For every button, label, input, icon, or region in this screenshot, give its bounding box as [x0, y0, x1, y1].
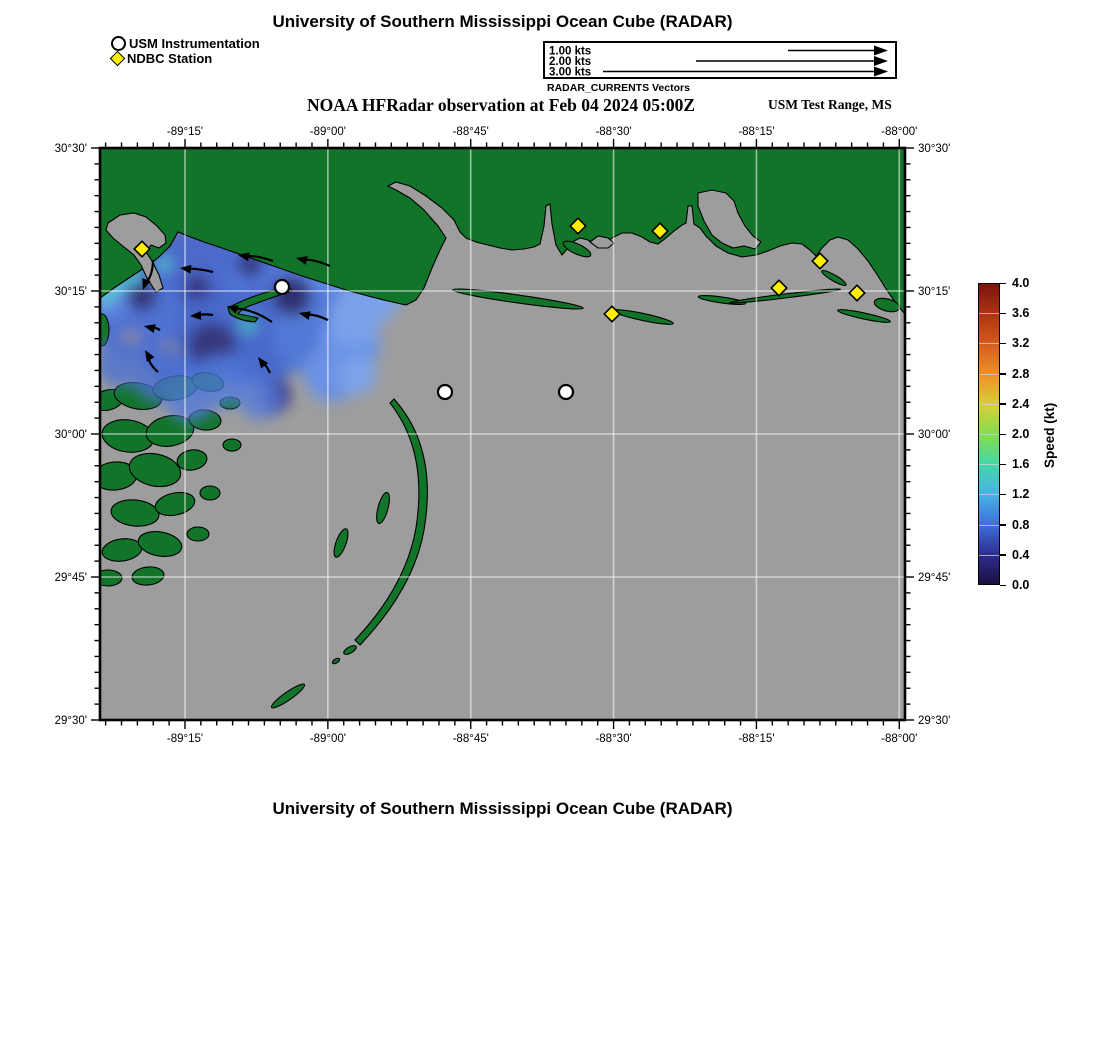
- colorbar-tick: [1000, 373, 1006, 375]
- lat-label-left: 30°00': [54, 429, 87, 441]
- legend-item-usm: [111, 36, 260, 51]
- speed-blob: [238, 376, 282, 420]
- lon-label-top: -88°30': [595, 126, 632, 138]
- colorbar-tick-label: 0.8: [1012, 517, 1030, 532]
- speed-blob: [165, 373, 215, 423]
- figure-title-bottom: University of Southern Mississippi Ocean Cube (RADAR): [272, 799, 733, 818]
- colorbar-tick: [1000, 403, 1006, 405]
- colorbar-tick-label: 2.0: [1012, 427, 1030, 441]
- lat-label-left: 29°30': [54, 715, 87, 727]
- lat-label-right: 30°15': [918, 286, 951, 298]
- marsh-island: [200, 486, 220, 500]
- colorbar-tick: [1000, 343, 1006, 345]
- station-legend: [111, 36, 260, 66]
- marsh-island: [223, 439, 241, 451]
- colorbar-tick: [1000, 554, 1006, 556]
- marsh-island: [94, 570, 122, 586]
- colorbar-tick: [1000, 585, 1006, 587]
- colorbar-tick: [1000, 494, 1006, 496]
- colorbar-tick-label: 1.2: [1012, 487, 1030, 502]
- colorbar-level-line: [979, 464, 999, 465]
- colorbar-level-line: [979, 525, 999, 526]
- vector-key-arrow-head: [874, 56, 888, 66]
- lat-label-left: 30°30': [54, 143, 87, 155]
- lon-label-bottom: -88°15': [738, 733, 775, 745]
- lon-label-top: -89°00': [309, 126, 346, 138]
- marsh-island: [95, 314, 109, 346]
- speed-blob: [329, 292, 381, 344]
- lat-label-right: 29°45': [918, 572, 951, 584]
- lat-label-left: 29°45': [54, 572, 87, 584]
- colorbar-tick-label: 1.6: [1012, 457, 1030, 472]
- lat-label-right: 30°00': [918, 429, 951, 441]
- colorbar-level-line: [979, 313, 999, 314]
- usm-circle-icon: [111, 36, 126, 51]
- colorbar-level-line: [979, 494, 999, 495]
- vector-scale-key: [543, 41, 897, 79]
- vector-key-arrow-head: [874, 67, 888, 77]
- colorbar-level-line: [979, 434, 999, 435]
- legend-ndbc-label: NDBC Station: [127, 51, 213, 66]
- colorbar-tick: [1000, 434, 1006, 436]
- colorbar-axis-label: Speed (kt): [1042, 402, 1057, 468]
- map-area: [55, 126, 951, 745]
- colorbar-level-line: [979, 555, 999, 556]
- colorbar-tick-label: 0.0: [1012, 578, 1030, 592]
- lat-label-left: 30°15': [54, 286, 87, 298]
- lon-label-bottom: -88°00': [881, 733, 918, 745]
- colorbar-tick-label: 3.2: [1012, 336, 1030, 351]
- colorbar-tick: [1000, 464, 1006, 466]
- lon-label-top: -88°45': [452, 126, 489, 138]
- lon-label-bottom: -89°00': [309, 733, 346, 745]
- colorbar-tick: [1000, 283, 1006, 285]
- usm-instrumentation-marker: [438, 385, 452, 399]
- vector-key-caption: RADAR_CURRENTS Vectors: [547, 82, 690, 94]
- colorbar-tick-label: 2.4: [1012, 396, 1030, 411]
- colorbar-level-line: [979, 374, 999, 375]
- speed-blob: [184, 274, 210, 300]
- legend-usm-label: USM Instrumentation: [129, 36, 260, 51]
- map-plot: [40, 126, 960, 766]
- lat-label-right: 29°30': [918, 715, 951, 727]
- colorbar-tick-label: 4.0: [1012, 276, 1030, 290]
- usm-instrumentation-marker: [275, 280, 289, 294]
- vector-key-label: 1.00 kts: [549, 45, 592, 58]
- figure-title-top: University of Southern Mississippi Ocean Cube (RADAR): [272, 12, 733, 31]
- lon-label-bottom: -89°15': [166, 733, 204, 745]
- lon-label-top: -88°00': [881, 126, 918, 138]
- range-label: USM Test Range, MS: [768, 97, 892, 112]
- colorbar-tick: [1000, 524, 1006, 526]
- vector-key-label: 3.00 kts: [549, 66, 592, 77]
- ndbc-diamond-icon: [110, 51, 126, 67]
- lon-label-top: -89°15': [166, 126, 204, 138]
- vector-key-label: 2.00 kts: [549, 56, 592, 68]
- speed-blob: [157, 257, 171, 271]
- lon-label-bottom: -88°30': [595, 733, 632, 745]
- colorbar-tick: [1000, 313, 1006, 315]
- speed-blob: [340, 358, 376, 394]
- usm-instrumentation-marker: [559, 385, 573, 399]
- legend-item-ndbc: [111, 51, 260, 66]
- speed-blob: [96, 339, 144, 387]
- colorbar-tick-label: 0.4: [1012, 547, 1030, 562]
- lon-label-bottom: -88°45': [452, 733, 489, 745]
- colorbar-tick-label: 2.8: [1012, 366, 1030, 381]
- colorbar-tick-label: 3.6: [1012, 306, 1030, 321]
- lat-label-right: 30°30': [918, 143, 951, 155]
- lon-label-top: -88°15': [738, 126, 775, 138]
- colorbar-level-line: [979, 404, 999, 405]
- vector-key-arrow-head: [874, 46, 888, 56]
- vector-scale-arrows: [545, 43, 895, 77]
- colorbar-level-line: [979, 343, 999, 344]
- observation-subtitle: NOAA HFRadar observation at Feb 04 2024 05:00Z: [306, 95, 696, 115]
- marsh-island: [187, 527, 209, 541]
